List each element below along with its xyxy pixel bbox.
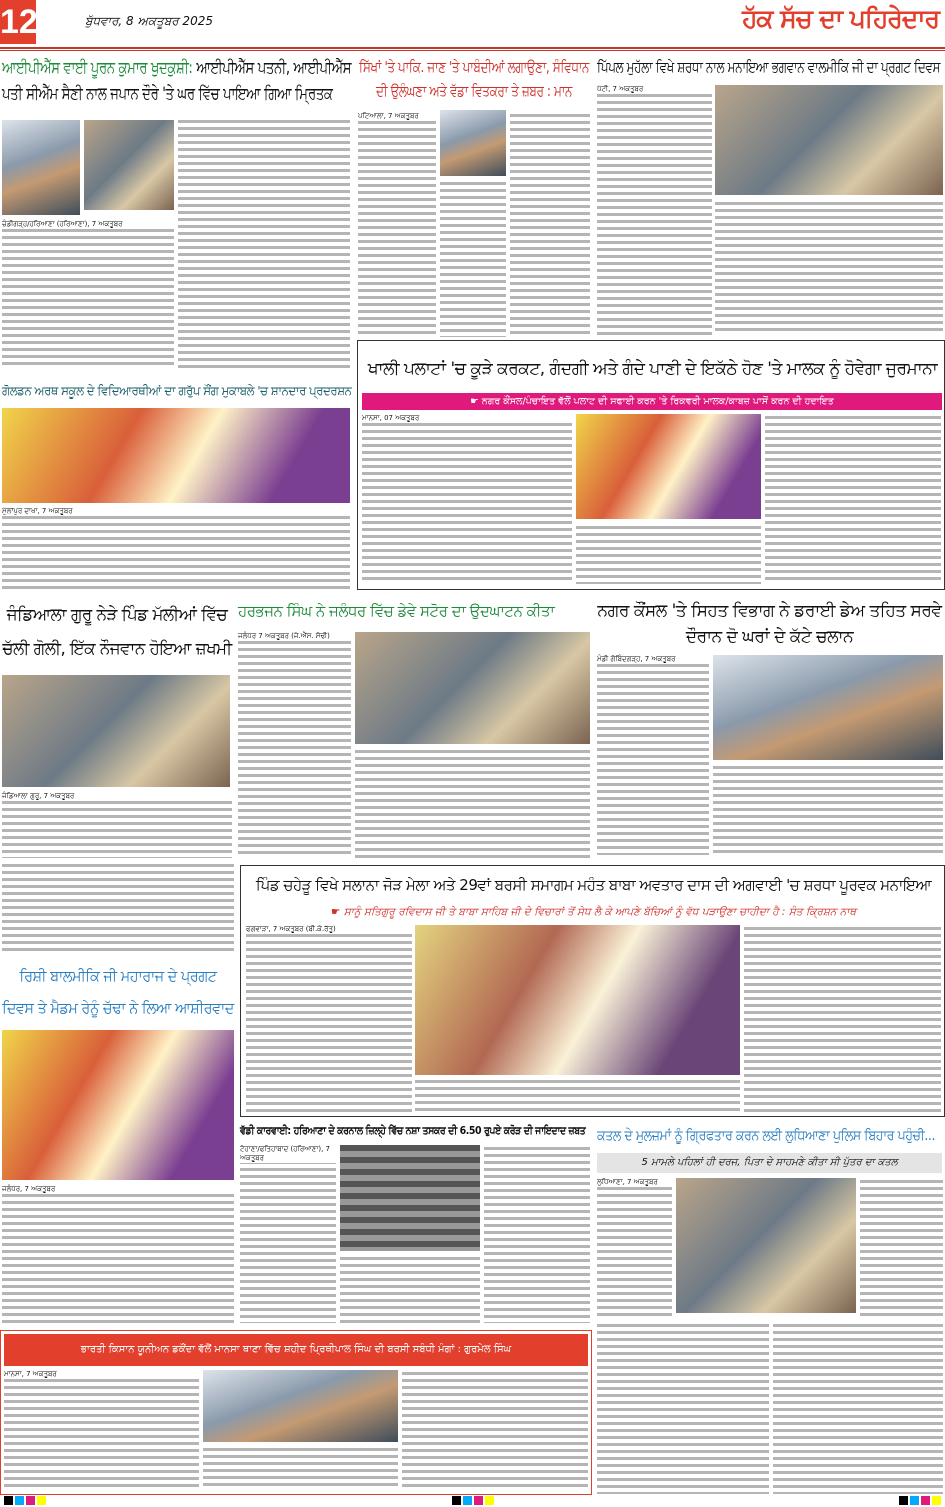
article-body [597, 1322, 769, 1494]
headline-inner: ਪਿੰਡ ਚਹੇੜੂ ਵਿਖੇ ਸਲਾਨਾ ਜੋੜ ਮੇਲਾ ਅਤੇ 29ਵਾਂ ਬਰਸੀ ਸਮਾਗਮ ਮਹੰਤ ਬਾਬਾ ਅਵਤਾਰ ਦਾਸ ਦੀ ਅਗਵਾਈ 'ਚ ਸ਼ਰਧਾ ਪੂਰਵਕ ਮਨਾਇਆ [255, 876, 932, 894]
photo-house [84, 120, 174, 210]
headline-inner: ਕਤਲ ਦੇ ਮੁਲਜ਼ਮਾਂ ਨੂੰ ਗ੍ਰਿਫਤਾਰ ਕਰਨ ਲਈ ਲੁਧਿਆਣਾ ਪੁਲਿਸ ਬਿਹਾਰ ਪਹੁੰਚੀ... [597, 1128, 936, 1144]
article-body [246, 925, 412, 1113]
article-body [744, 925, 941, 1113]
headline-bku [4, 1334, 588, 1366]
headline-inner: ਜੰਡਿਆਲਾ ਗੁਰੂ ਨੇੜੇ ਪਿੰਡ ਮੱਲੀਆਂ ਵਿੱਚ ਚੱਲੀ ਗੋਲੀ, ਇੱਕ ਨੌਜਵਾਨ ਹੋਇਆ ਜ਼ਖਮੀ [2, 605, 232, 659]
dateline: ਲੁਧਿਆਣਾ, 7 ਅਕਤੂਬਰ [597, 1178, 672, 1187]
photo-injured [2, 675, 230, 787]
photo-renu [2, 1030, 234, 1180]
article-body [860, 1178, 943, 1318]
dateline: ਫਗਵਾੜਾ, 7 ਅਕਤੂਬਰ (ਬੀ.ਕੇ.ਰੱਤੂ) [246, 925, 412, 934]
article-body [4, 1370, 199, 1490]
article-body [484, 1145, 590, 1323]
article-body [355, 748, 590, 858]
headline-inner: ਹਰਭਜਨ ਸਿੰਘ ਨੇ ਜਲੰਧਰ ਵਿੱਚ ਡੇਵੇ ਸਟੋਰ ਦਾ ਉਦਘਾਟਨ ਕੀਤਾ [238, 602, 555, 620]
headline-ips [2, 55, 352, 113]
subhead-murder [597, 1153, 942, 1173]
dateline: ਜਲੰਧਰ 7 ਅਕਤੂਬਰ (ਜੇ.ਐੱਸ. ਸੋਢੀ) [238, 632, 351, 641]
headline-dryday [597, 598, 942, 652]
headline-inner: ਗੋਲਡਨ ਅਰਥ ਸਕੂਲ ਦੇ ਵਿਦਿਆਰਥੀਆਂ ਦਾ ਗਰੁੱਪ ਸੌਂਗ ਮੁਕਾਬਲੇ 'ਚ ਸ਼ਾਨਦਾਰ ਪ੍ਰਦਰਸ਼ਨ [2, 383, 352, 398]
subhead-inner: 5 ਮਾਮਲੇ ਪਹਿਲਾਂ ਹੀ ਦਰਜ, ਪਿਤਾ ਦੇ ਸਾਹਮਣੇ ਕੀਤਾ ਸੀ ਪੁੱਤਰ ਦਾ ਕਤਲ [641, 1157, 898, 1168]
article-body [362, 414, 572, 584]
article-body [240, 1145, 336, 1323]
headline-valmiki [597, 55, 942, 82]
dateline: ਮਾਨਸਾ, 07 ਅਕਤੂਬਰ [362, 414, 572, 423]
article-body [358, 112, 436, 337]
subhead-inner: ☛ ਨਗਰ ਕੌਂਸਲ/ਪੰਚਾਇਤ ਵੱਲੋਂ ਪਲਾਟ ਦੀ ਸਫਾਈ ਕਰਨ 'ਤੇ ਰਿਕਵਰੀ ਮਾਲਕ/ਕਾਬਜ਼ ਪਾਸੋਂ ਕਰਨ ਦੀ ਹਦਾਇਤ [470, 396, 834, 407]
dateline: ਮੁੱਲਾਂਪੁਰ ਦਾਖਾ, 7 ਅਕਤੂਬਰ [2, 507, 350, 516]
photo-mann [440, 110, 506, 176]
article-body [203, 1446, 398, 1490]
photo-bku [203, 1370, 398, 1442]
headline-text: ਆਈਪੀਐੱਸ ਪਤਨੀ, ਆਈਪੀਐੱਸ ਪਤੀ ਸੀਐੱਮ ਸੈਣੀ ਨਾਲ ਜਪਾਨ ਦੌਰੇ 'ਤੇ ਘਰ ਵਿੱਚ ਪਾਇਆ ਗਿਆ ਮ੍ਰਿਤਕ [2, 58, 352, 104]
article-body [773, 1322, 943, 1494]
subhead-plots [362, 393, 942, 410]
article-body [597, 655, 709, 855]
article-body [415, 1078, 740, 1113]
photo-inauguration [355, 632, 590, 744]
headline-mela [246, 872, 941, 900]
article-body [2, 507, 350, 590]
article-body [510, 112, 590, 337]
dateline: ਮਾਨਸਾ, 7 ਅਕਤੂਬਰ [4, 1370, 199, 1379]
article-body [2, 862, 234, 954]
headline-inner: ਰਿਸ਼ੀ ਬਾਲਮੀਕਿ ਜੀ ਮਹਾਰਾਜ ਦੇ ਪ੍ਰਗਟ ਦਿਵਸ ਤੇ ਮੈਡਮ ਰੇਨੂੰ ਚੱਢਾ ਨੇ ਲਿਆ ਆਸ਼ੀਰਵਾਦ [2, 967, 234, 1017]
headline-inner: ਖਾਲੀ ਪਲਾਟਾਂ 'ਚ ਕੂੜੇ ਕਰਕਟ, ਗੰਦਗੀ ਅਤੇ ਗੰਦੇ ਪਾਣੀ ਦੇ ਇਕੱਠੇ ਹੋਣ 'ਤੇ ਮਾਲਕ ਨੂੰ ਹੋਵੇਗਾ ਜੁਰਮਾਨਾ [367, 359, 938, 379]
article-body [765, 414, 941, 584]
photo-survey [713, 655, 943, 760]
dateline: ਪੱਟੀ, 7 ਅਕਤੂਬਰ [597, 85, 712, 94]
dateline: ਮੰਡੀ ਗੋਬਿੰਦਗੜ੍ਹ, 7 ਅਕਤੂਬਰ [597, 655, 709, 664]
article-body [238, 632, 351, 858]
headline-inner: ਭਾਰਤੀ ਕਿਸਾਨ ਯੂਨੀਅਨ ਡਕੌਂਦਾ ਵੱਲੋਂ ਮਾਨਸਾ ਥਾਣਾ ਵਿੱਚ ਸ਼ਹੀਦ ਪ੍ਰਿਥੀਪਾਲ ਸਿੰਘ ਦੀ ਬਰਸੀ ਸਬੰਧੀ ਮੰਗਾਂ : ਗੁਰਮੇਲ ਸਿੰਘ [80, 1344, 512, 1355]
headline-harbhajan [238, 598, 590, 626]
dateline: ਚੰਡੀਗੜ੍ਹ/ਹਰਿਆਣਾ (ਹਰਿਆਣਾ), 7 ਅਕਤੂਬਰ [2, 220, 174, 229]
headline-plots [365, 355, 940, 387]
photo-officer [2, 120, 80, 215]
article-body [597, 1178, 672, 1318]
dateline: ਟੋਹਾਣਾ/ਫਤਿਹਾਬਾਦ (ਹਰਿਆਣਾ), 7 ਅਕਤੂਬਰ [240, 1145, 336, 1163]
headline-inner: ਪਿੱਪਲ ਮੁਹੱਲਾ ਵਿਖੇ ਸ਼ਰਧਾ ਨਾਲ ਮਨਾਇਆ ਭਗਵਾਨ ਵਾਲਮੀਕਿ ਜੀ ਦਾ ਪ੍ਰਗਟ ਦਿਵਸ [597, 58, 941, 76]
headline-jandiala [2, 598, 232, 670]
photo-mela [415, 925, 740, 1075]
subhead-inner: ☛ ਸਾਨੂੰ ਸਤਿਗੁਰੂ ਰਵਿਦਾਸ ਜੀ ਤੇ ਬਾਬਾ ਸਾਹਿਬ ਜੀ ਦੇ ਵਿਚਾਰਾਂ ਤੋਂ ਸੇਧ ਲੈ ਕੇ ਆਪਣੇ ਬੱਚਿਆਂ ਨੂੰ ਵੱਧ ਪੜਾਉਣਾ ਚਾਹੀਦਾ ਹੈ : ਸੰਤ ਕ੍ਰਿਸ਼ਨ ਨਾਥ [330, 906, 857, 918]
photo-hospital [676, 1178, 856, 1313]
headline-kicker: ਆਈਪੀਐੱਸ ਵਾਈ ਪੂਰਨ ਕੁਮਾਰ ਖੁਦਕੁਸ਼ੀ: [2, 58, 193, 78]
article-body [402, 1370, 588, 1490]
article-body [440, 180, 506, 337]
article-body [597, 85, 712, 335]
headline-karnal [240, 1122, 590, 1142]
headline-renu [2, 960, 234, 1026]
issue-date: ਬੁੱਧਵਾਰ, 8 ਅਕਤੂਬਰ 2025 [85, 14, 213, 28]
photo-seal [340, 1145, 480, 1251]
dateline: ਜਲੰਧਰ, 7 ਅਕਤੂਬਰ [2, 1185, 234, 1194]
headline-inner [2, 55, 352, 107]
masthead-logo: ਹੱਕ ਸੱਚ ਦਾ ਪਹਿਰੇਦਾਰ [742, 4, 939, 33]
photo-school [2, 408, 350, 503]
article-body [2, 792, 232, 858]
photo-official [576, 414, 761, 519]
photo-valmiki [715, 85, 943, 195]
page-number: 12 [0, 0, 36, 44]
subhead-mela [246, 902, 941, 922]
headline-murder [597, 1123, 942, 1151]
article-body [576, 524, 761, 584]
article-body [340, 1255, 480, 1323]
dateline: ਜੰਡਿਆਲਾ ਗੁਰੂ, 7 ਅਕਤੂਬਰ [2, 792, 232, 801]
headline-inner: ਨਗਰ ਕੌਂਸਲ 'ਤੇ ਸਿਹਤ ਵਿਭਾਗ ਨੇ ਡਰਾਈ ਡੇਅ ਤਹਿਤ ਸਰਵੇ ਦੌਰਾਨ ਦੋ ਘਰਾਂ ਦੇ ਕੱਟੇ ਚਲਾਨ [597, 601, 942, 647]
article-body [715, 200, 943, 335]
headline-inner: ਸਿੱਖਾਂ 'ਤੇ ਪਾਕਿ. ਜਾਣ 'ਤੇ ਪਾਬੰਦੀਆਂ ਲਗਾਉਣਾ, ਸੰਵਿਧਾਨ ਦੀ ਉਲੰਘਣਾ ਅਤੇ ਵੱਡਾ ਵਿਤਕਰਾ ਤੇ ਜ਼ਬਰ : ਮਾਨ [358, 58, 590, 100]
registration-marks [0, 1496, 945, 1507]
headline-inner: ਵੱਡੀ ਕਾਰਵਾਈ: ਹਰਿਆਣਾ ਦੇ ਕਰਨਾਲ ਜ਼ਿਲ੍ਹੇ ਵਿੱਚ ਨਸ਼ਾ ਤਸਕਰ ਦੀ 6.50 ਰੁਪਏ ਕਰੋੜ ਦੀ ਜਾਇਦਾਦ ਜ਼ਬਤ [240, 1125, 586, 1137]
article-body [713, 764, 943, 856]
article-body [2, 1185, 234, 1323]
headline-mann [358, 55, 590, 107]
article-body [2, 220, 174, 368]
article-body [178, 118, 350, 368]
headline-school [2, 380, 352, 404]
header-rule [0, 47, 945, 51]
dateline: ਪਟਿਆਲਾ, 7 ਅਕਤੂਬਰ [358, 112, 436, 121]
